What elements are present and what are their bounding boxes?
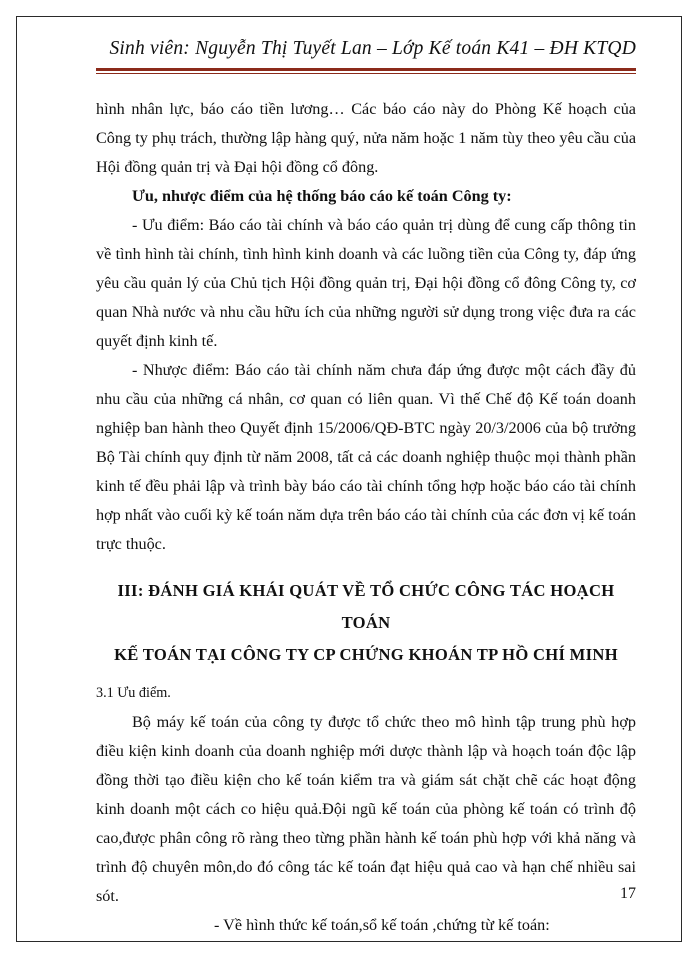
section-title-line-1: III: ĐÁNH GIÁ KHÁI QUÁT VỀ TỔ CHỨC CÔNG TÁC HOẠCH TOÁN <box>117 581 615 632</box>
header-rule-thin <box>96 73 636 74</box>
heading-pros-cons: Ưu, nhược điểm của hệ thống báo cáo kế toán Công ty: <box>132 187 512 205</box>
section-title-line-2: KẾ TOÁN TẠI CÔNG TY CP CHỨNG KHOÁN TP HỒ CHÍ MINH <box>114 645 618 664</box>
section-title-iii <box>96 575 636 671</box>
paragraph-disadvantages: - Nhược điểm: Báo cáo tài chính năm chưa đáp ứng được một cách đầy đủ nhu cầu của những cá nhân, cơ quan có liên quan. Vì thế Chế độ Kế toán doanh nghiệp ban hành theo Quyết định 15/2006/QĐ-BTC ngày 20/3/2006 của bộ trưởng Bộ Tài chính quy định từ năm 2008, tất cả các doanh nghiệp thuộc mọi thành phần kinh tế đều phải lập và trình bày báo cáo tài chính tổng hợp hoặc báo cáo tài chính hợp nhất vào cuối kỳ kế toán năm dựa trên báo cáo tài chính của các đơn vị kế toán trực thuộc. <box>96 361 636 553</box>
paragraph-forms: - Về hình thức kế toán,sổ kế toán ,chứng từ kế toán: <box>214 916 550 934</box>
header-rule-thick <box>96 68 636 71</box>
paragraph-advantages: - Ưu điểm: Báo cáo tài chính và báo cáo quản trị dùng để cung cấp thông tin về tình hình tài chính, tình hình kinh doanh và các luồng tiền của Công ty, đáp ứng yêu cầu quản lý của Chủ tịch Hội đồng quản trị, Đại hội đồng cổ đông Công ty, cơ quan Nhà nước và nhu cầu hữu ích của những người sử dụng trong việc đưa ra các quyết định kinh tế. <box>96 216 636 350</box>
page-number: 17 <box>620 885 636 902</box>
document-body <box>96 95 636 940</box>
paragraph-3-1: Bộ máy kế toán của công ty được tổ chức theo mô hình tập trung phù hợp điều kiện kinh doanh của doanh nghiệp mới dược thành lập và hoạch toán độc lập đồng thời tạo điều kiện cho kế toán kiểm tra và giám sát chặt chẽ các hoạt động kinh doanh một cách co hiệu quả.Đội ngũ kế toán của phòng kế toán có trình độ cao,được phân công rõ ràng theo từng phần hành kế toán phù hợp với khả năng và trình độ chuyên môn,do đó công tác kế toán đạt hiệu quả cao và hạn chế nhiều sai sót. <box>96 713 636 905</box>
subheading-3-1: 3.1 Ưu điểm. <box>96 685 171 701</box>
paragraph-intro: hình nhân lực, báo cáo tiền lương… Các báo cáo này do Phòng Kế hoạch của Công ty phụ trách, thường lập hàng quý, nửa năm hoặc 1 năm tùy theo yêu cầu của Hội đồng quản trị và Đại hội đồng cổ đông. <box>96 100 636 176</box>
running-header: Sinh viên: Nguyễn Thị Tuyết Lan – Lớp Kế toán K41 – ĐH KTQD <box>109 38 636 59</box>
